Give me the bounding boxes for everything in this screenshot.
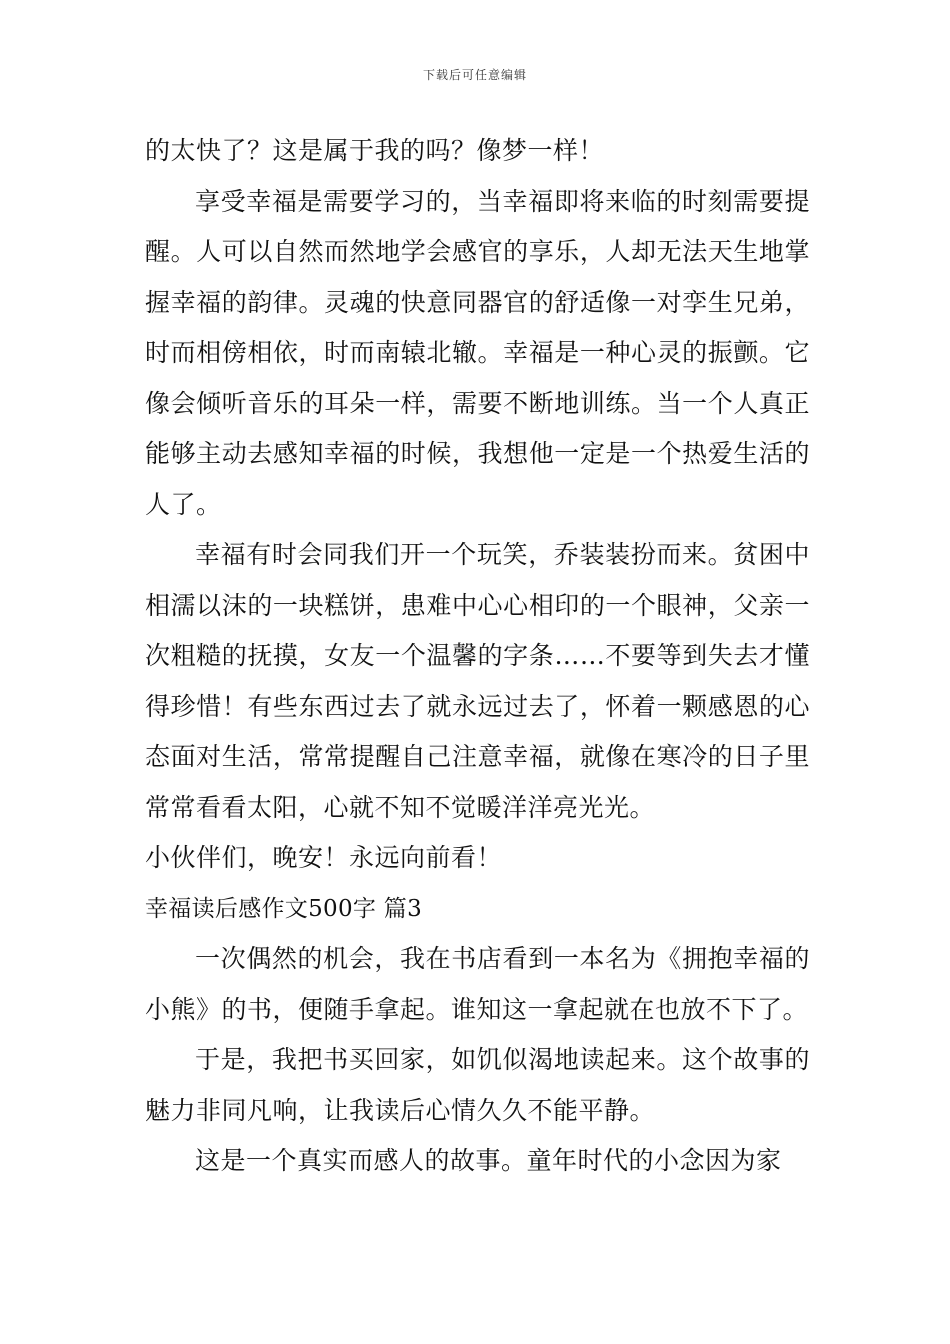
paragraph-true-story: 这是一个真实而感人的故事。童年时代的小念因为家 [195,1146,782,1175]
paragraph-bought-book: 于是，我把书买回家，如饥似渴地读起来。这个故事的魅力非同凡响，让我读后心情久久不能平静。 [145,1045,810,1125]
paragraph-happiness-learning: 享受幸福是需要学习的，当幸福即将来临的时刻需要提醒。人可以自然而然地学会感官的享乐，人却无法天生地掌握幸福的韵律。灵魂的快意同器官的舒适像一对孪生兄弟，时而相傍相依，时而南辕北辙。幸福是一种心灵的振颤。它像会倾听音乐的耳朵一样，需要不断地训练。当一个人真正能够主动去感知幸福的时候，我想他一定是一个热爱生活的人了。 [145,186,810,519]
paragraph-good-night: 小伙伴们，晚安！永远向前看！ [145,843,503,872]
document-body [145,126,810,1187]
section-heading: 幸福读后感作文500字 篇3 [145,895,423,922]
paragraph-continuation: 的太快了？这是属于我的吗？像梦一样！ [145,136,605,165]
paragraph-bookstore: 一次偶然的机会，我在书店看到一本名为《拥抱幸福的小熊》的书，便随手拿起。谁知这一拿起就在也放不下了。 [145,944,810,1024]
paragraph-happiness-joke: 幸福有时会同我们开一个玩笑，乔装装扮而来。贫困中相濡以沫的一块糕饼，患难中心心相印的一个眼神，父亲一次粗糙的抚摸，女友一个温馨的字条……不要等到失去才懂得珍惜！有些东西过去了就永远过去了，怀着一颗感恩的心态面对生活，常常提醒自己注意幸福，就像在寒冷的日子里常常看看太阳，心就不知不觉暖洋洋亮光光。 [145,540,810,822]
page-header: 下载后可任意编辑 [422,68,527,82]
